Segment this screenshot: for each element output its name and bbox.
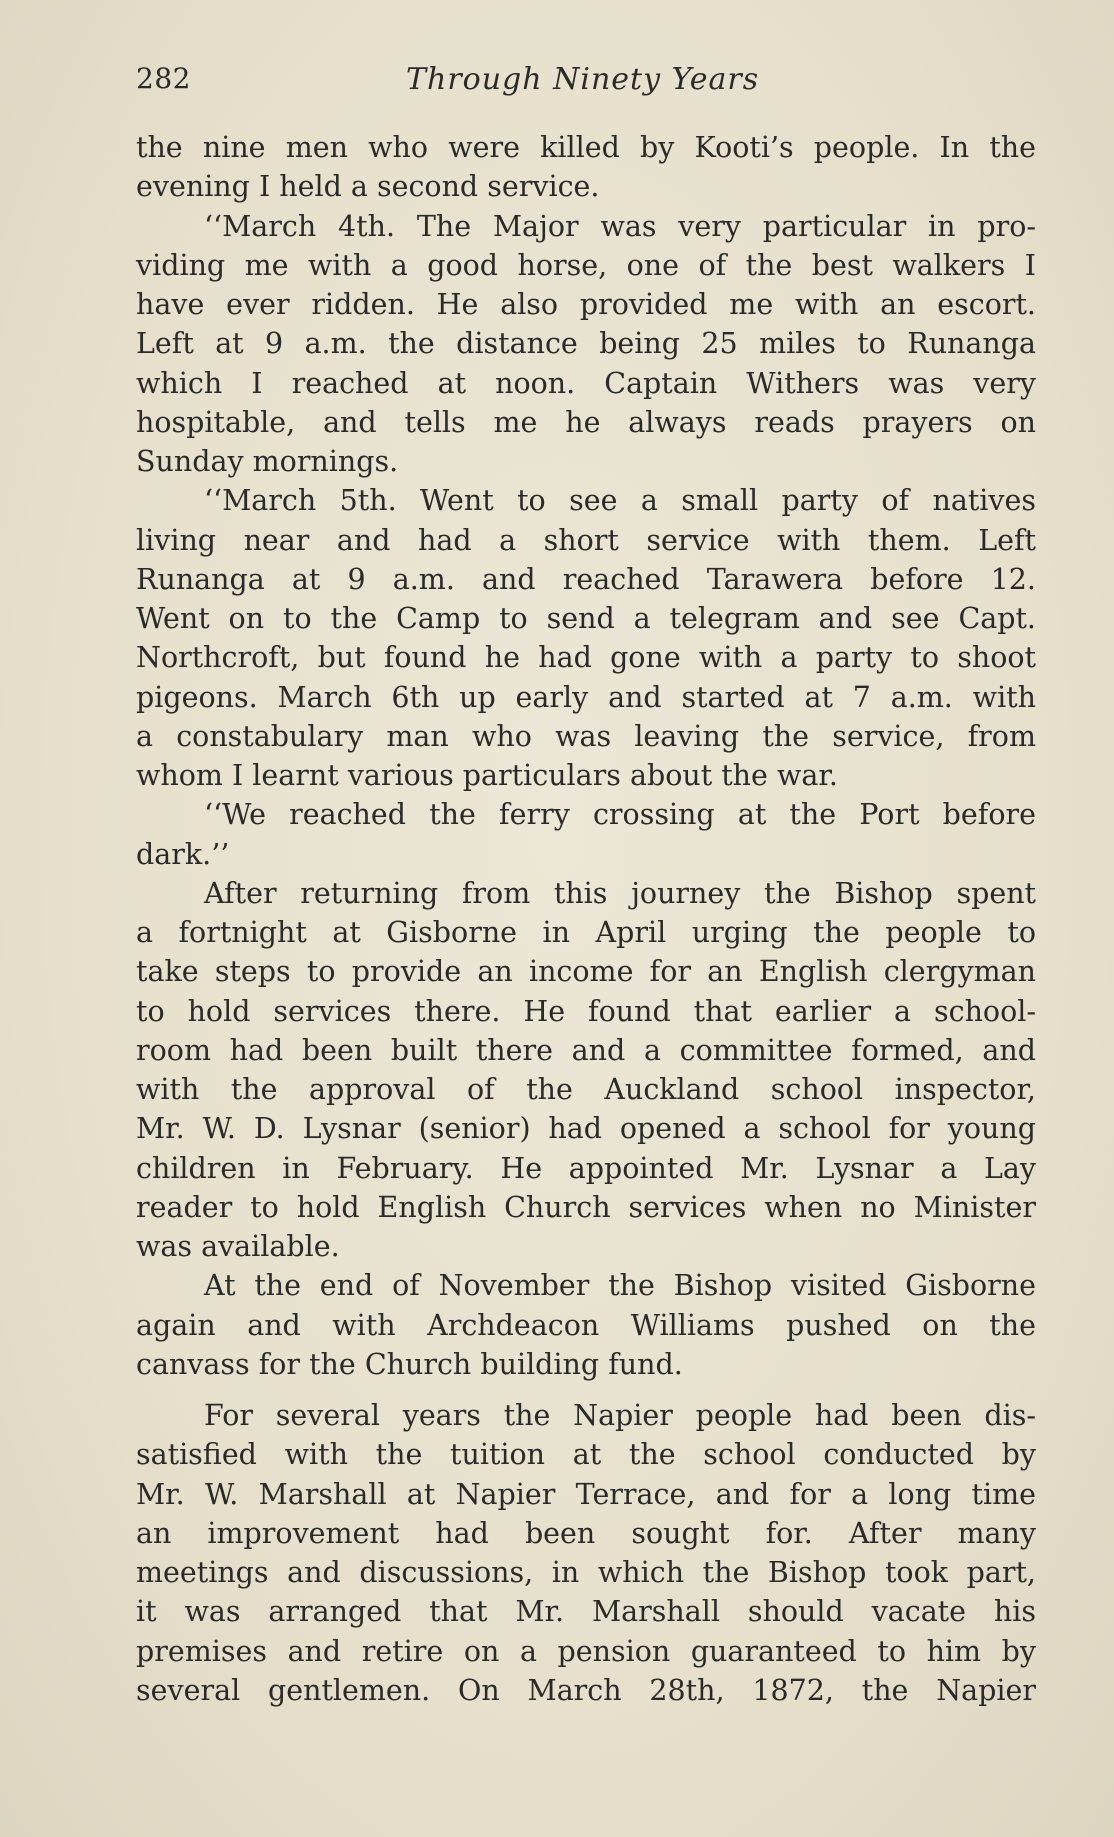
text-line: canvass for the Church building fund. <box>136 1347 683 1381</box>
text-line: again and with Archdeacon Williams pushed on the <box>136 1308 1036 1342</box>
text-line: it was arranged that Mr. Marshall should vacate his <box>136 1595 1036 1629</box>
text-line: ‘‘We reached the ferry crossing at the Port before <box>204 798 1036 832</box>
text-line: evening I held a second service. <box>136 170 600 204</box>
text-line: hospitable, and tells me he always reads prayers on <box>136 405 1036 439</box>
text-line: pigeons. March 6th up early and started at 7 a.m. with <box>136 680 1036 714</box>
text-line: For several years the Napier people had been dis- <box>204 1399 1036 1432</box>
text-line: ‘‘March 4th. The Major was very particular in pro- <box>204 209 1036 243</box>
text-line: an improvement had been sought for. After many <box>136 1516 1036 1550</box>
text-line: Northcroft, but found he had gone with a party to shoot <box>136 641 1036 675</box>
text-line: take steps to provide an income for an English clergyman <box>136 955 1036 989</box>
text-line: Left at 9 a.m. the distance being 25 miles to Runanga <box>136 327 1036 361</box>
text-line: room had been built there and a committee formed, and <box>136 1033 1036 1067</box>
text-line: Runanga at 9 a.m. and reached Tarawera before 12. <box>136 562 1036 596</box>
text-line: Mr. W. D. Lysnar (senior) had opened a school for young <box>136 1112 1036 1146</box>
text-line: a fortnight at Gisborne in April urging the people to <box>136 916 1036 949</box>
page-header <box>136 62 1036 106</box>
text-line: to hold services there. He found that earlier a school- <box>136 994 1036 1028</box>
running-title: Through Ninety Years <box>406 62 760 97</box>
text-line: children in February. He appointed Mr. Lysnar a Lay <box>136 1151 1036 1185</box>
text-line: Sunday mornings. <box>136 445 399 478</box>
text-line: premises and retire on a pension guaranteed to him by <box>136 1634 1036 1668</box>
text-line: whom I learnt various particulars about the war. <box>136 759 838 792</box>
text-line: with the approval of the Auckland school inspector, <box>136 1073 1036 1106</box>
text-line: living near and had a short service with them. Left <box>136 523 1036 557</box>
text-line: have ever ridden. He also provided me with an escort. <box>136 288 1036 321</box>
paragraph-gap <box>136 1384 1036 1396</box>
text-line: After returning from this journey the Bishop spent <box>204 876 1036 910</box>
text-line: a constabulary man who was leaving the service, from <box>136 719 1036 753</box>
text-line: several gentlemen. On March 28th, 1872, the Napier <box>136 1673 1036 1707</box>
text-line: the nine men who were killed by Kooti’s people. In the <box>136 131 1036 164</box>
text-line: was available. <box>136 1230 340 1263</box>
text-line: Went on to the Camp to send a telegram and see Capt. <box>136 602 1036 635</box>
text-line: dark.’’ <box>136 837 230 871</box>
body-text <box>136 128 1036 1710</box>
text-line: At the end of November the Bishop visited Gisborne <box>204 1269 1036 1303</box>
text-line: viding me with a good horse, one of the best walkers I <box>136 248 1036 282</box>
page-number: 282 <box>136 62 191 95</box>
text-line: satisfied with the tuition at the school conducted by <box>136 1438 1036 1472</box>
text-line: meetings and discussions, in which the Bishop took part, <box>136 1556 1036 1589</box>
text-line: reader to hold English Church services when no Minister <box>136 1190 1036 1224</box>
text-line: which I reached at noon. Captain Withers was very <box>136 366 1036 400</box>
text-line: ‘‘March 5th. Went to see a small party of natives <box>204 484 1036 518</box>
text-line: Mr. W. Marshall at Napier Terrace, and for a long time <box>136 1477 1036 1511</box>
